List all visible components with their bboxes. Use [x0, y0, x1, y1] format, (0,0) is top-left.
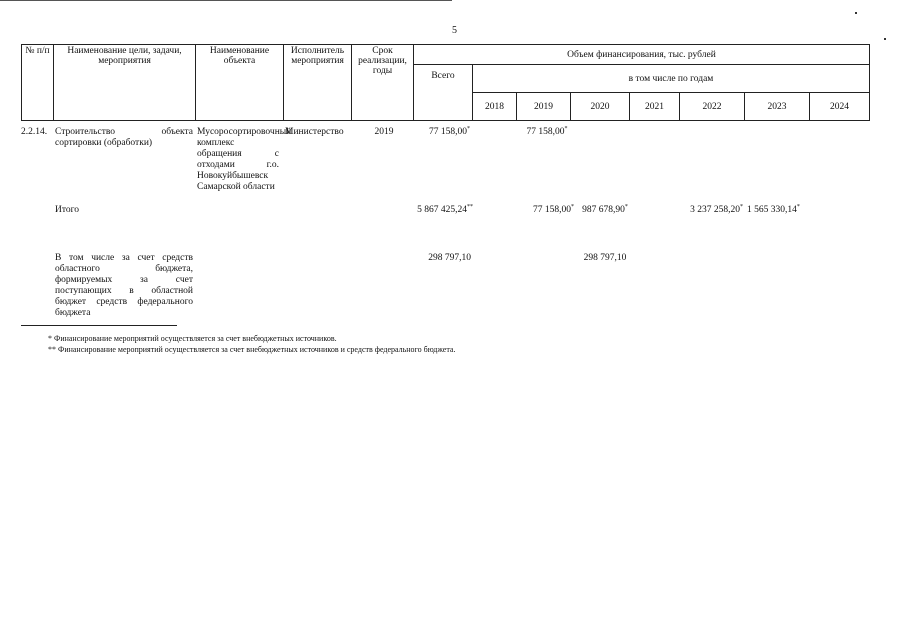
header-year: 2018 — [473, 93, 517, 121]
header-year: 2024 — [810, 93, 870, 121]
row-2019: 77 158,00* — [526, 126, 568, 137]
header-executor: Исполнитель мероприятия — [284, 45, 352, 121]
footnote-1: * Финансирование мероприятий осуществляется за счет внебюджетных источников. — [48, 334, 337, 343]
row-number: 2.2.14. — [21, 127, 48, 137]
scan-speck — [884, 38, 886, 40]
header-no: № п/п — [22, 45, 54, 121]
itogo-2023: 1 565 330,14* — [747, 204, 800, 215]
itogo-2019: 77 158,00* — [533, 204, 574, 215]
itogo-total: 5 867 425,24** — [417, 204, 473, 215]
header-year: 2022 — [680, 93, 745, 121]
footnote-rule — [21, 325, 177, 326]
itogo-label: Итого — [55, 205, 80, 215]
including-2020: 298 797,10 — [583, 253, 627, 263]
top-rule — [0, 0, 452, 1]
header-by-years: в том числе по годам — [473, 65, 870, 93]
finance-table-header — [21, 44, 870, 121]
row-term: 2019 — [374, 127, 394, 137]
row-executor: Министерство — [285, 127, 344, 137]
row-object: Мусоросортировочный комплекс обращения с отходами г.о. Новокуйбышевск Самарской области — [197, 127, 292, 192]
header-total: Всего — [414, 65, 473, 121]
scan-speck — [855, 12, 857, 14]
header-finance: Объем финансирования, тыс. рублей — [414, 45, 870, 65]
including-total: 298 797,10 — [428, 253, 471, 263]
header-year: 2019 — [517, 93, 571, 121]
header-term: Срок реализации, годы — [352, 45, 414, 121]
itogo-2020: 987 678,90* — [582, 204, 628, 215]
header-year: 2021 — [630, 93, 680, 121]
including-label: В том числе за счет средств областного бюджета, формируемых за счет поступающих в областной бюджет средств федерального бюджета — [55, 253, 193, 318]
page-number: 5 — [452, 25, 457, 36]
row-total: 77 158,00* — [429, 126, 470, 137]
footnote-2: ** Финансирование мероприятий осуществляется за счет внебюджетных источников и средств федерального бюджета. — [48, 345, 456, 354]
row-name: Строительство объекта сортировки (обработки) — [55, 127, 193, 148]
header-name: Наименование цели, задачи, мероприятия — [54, 45, 196, 121]
header-year: 2020 — [571, 93, 630, 121]
header-year: 2023 — [745, 93, 810, 121]
itogo-2022: 3 237 258,20* — [690, 204, 743, 215]
header-object: Наименование объекта — [196, 45, 284, 121]
